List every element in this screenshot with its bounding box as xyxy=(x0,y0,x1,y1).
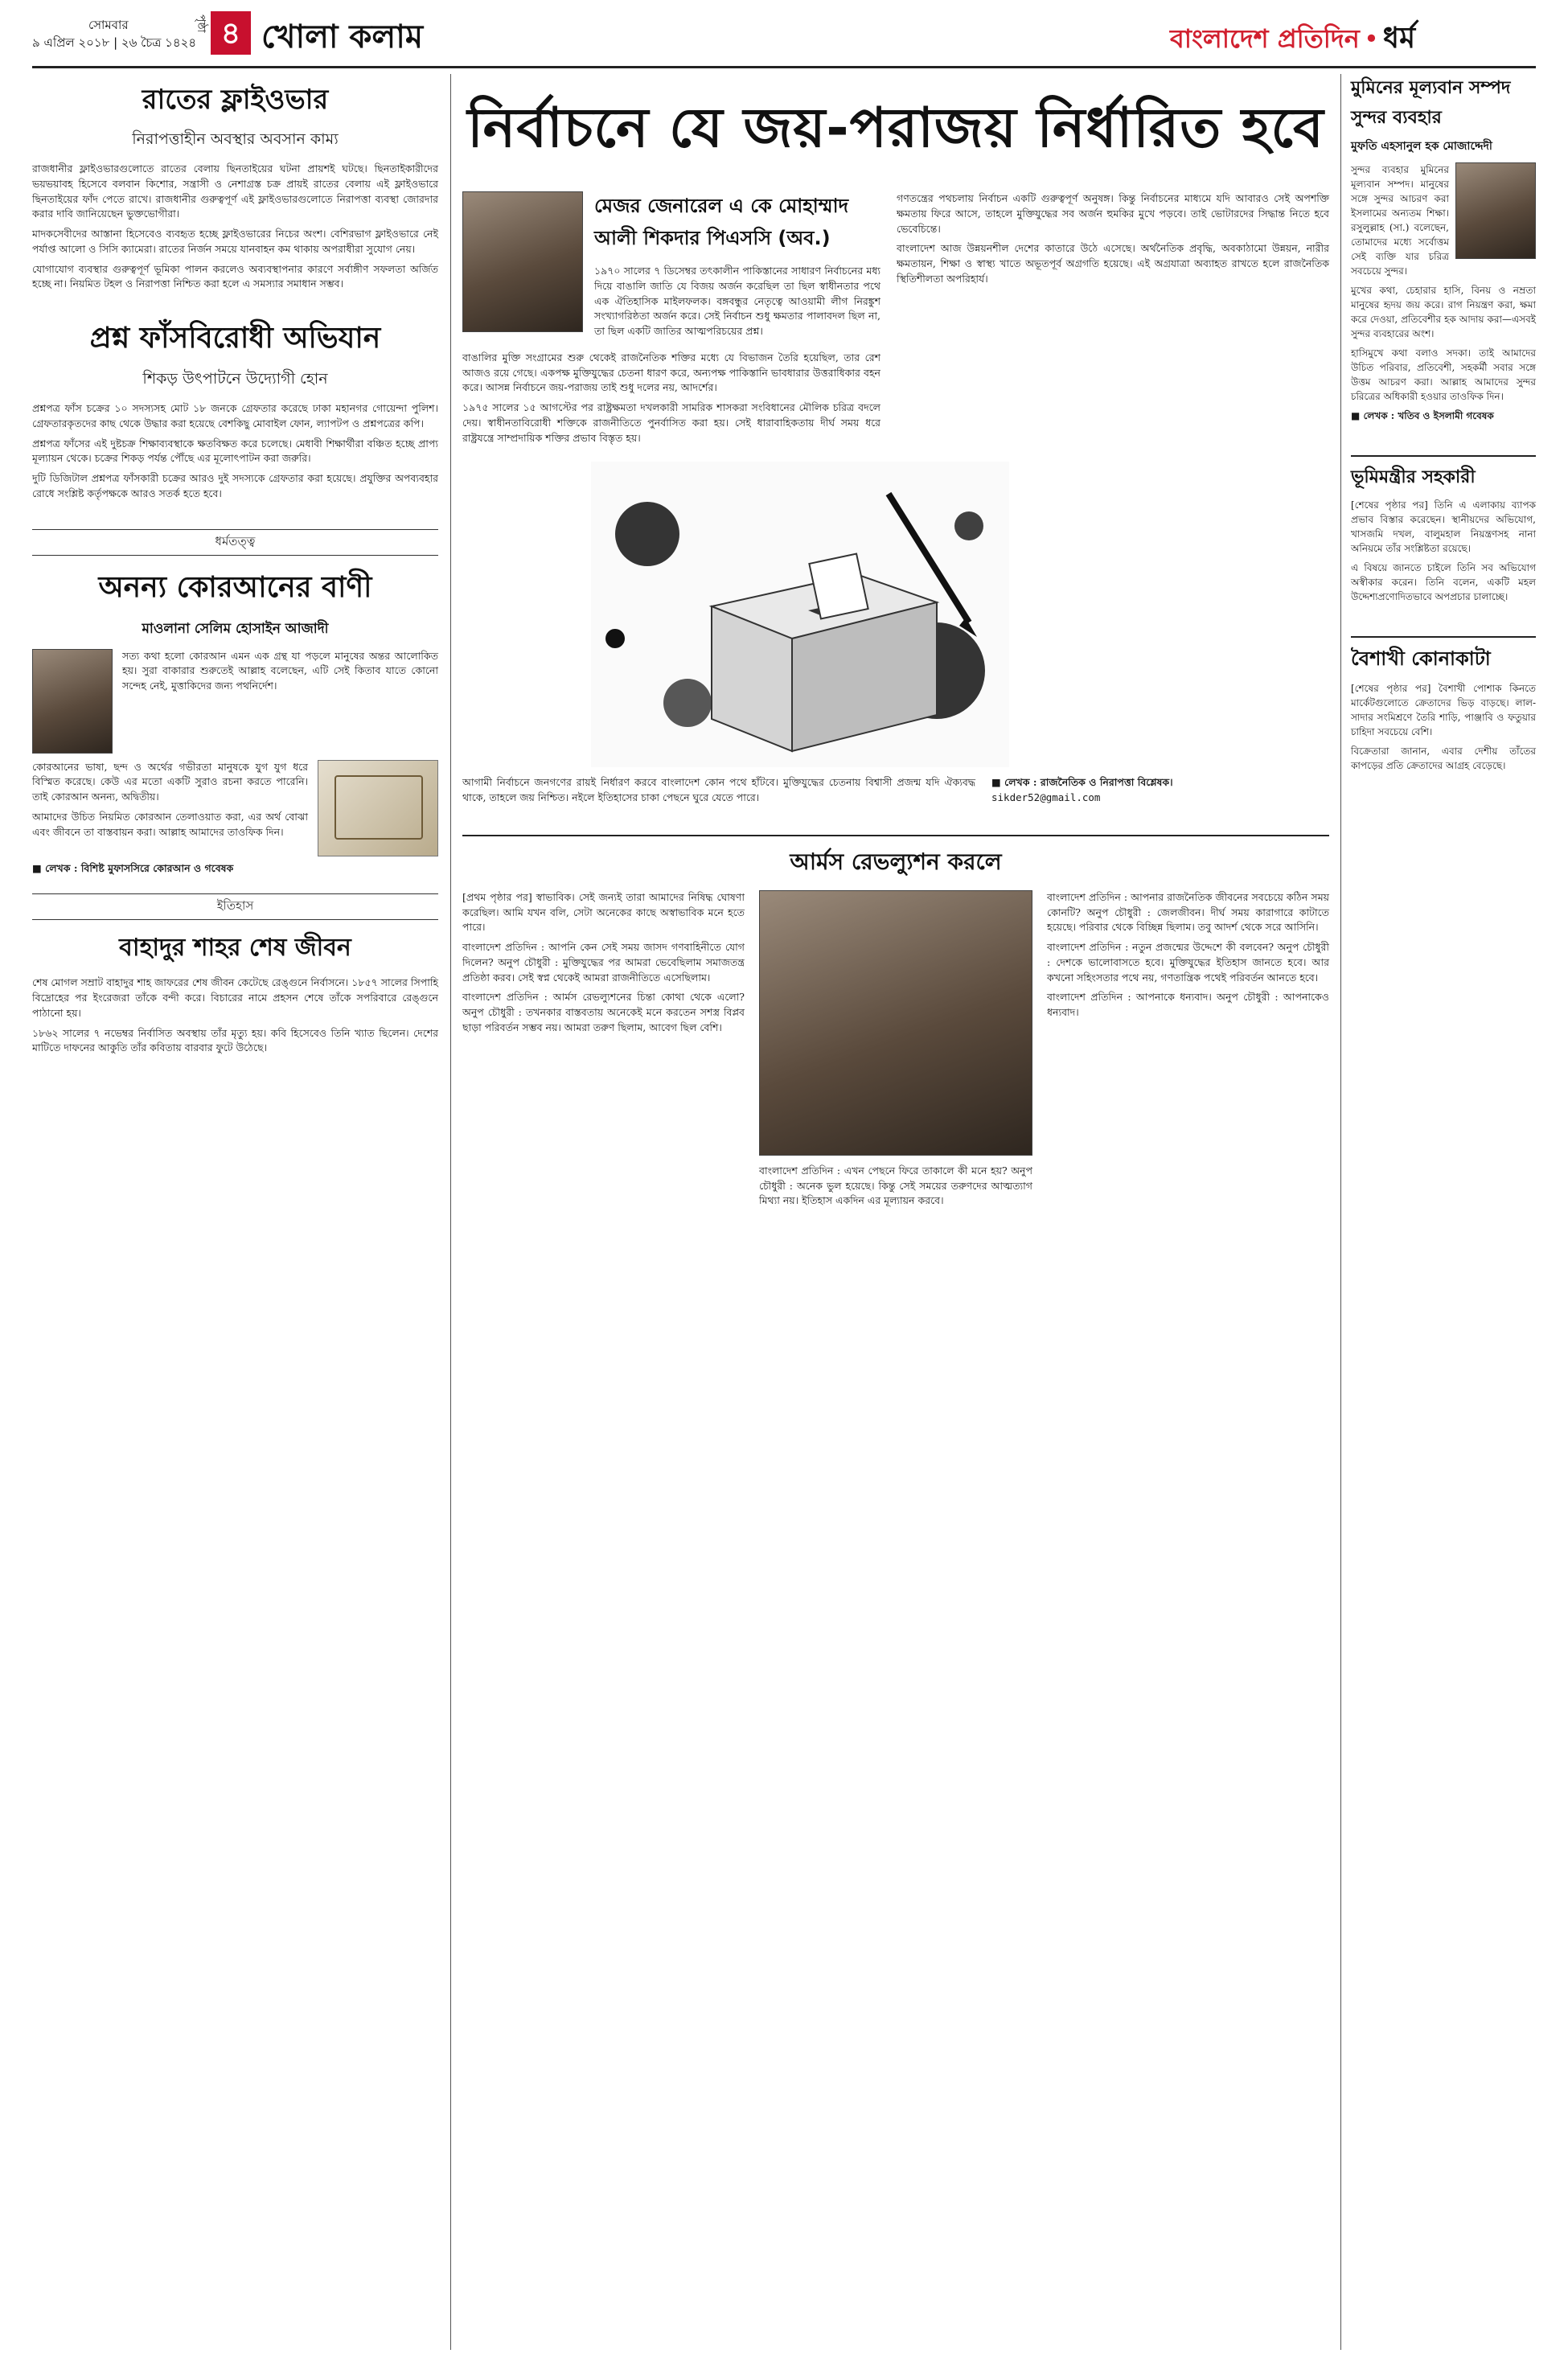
weekday: সোমবার xyxy=(88,18,129,32)
interview-para: বাংলাদেশ প্রতিদিন : এখন পেছনে ফিরে তাকালে কী মনে হয়? অনুপ চৌধুরী : অনেক ভুল হয়েছে। কিন্তু সেই সময়ের তরুণদের আত্মত্যাগ মিথ্যা নয়। ইতিহাস একদিন এর মূল্যায়ন করবে। xyxy=(759,1164,1032,1207)
article-flyover xyxy=(32,79,438,292)
quran-headline: অনন্য কোরআনের বাণী xyxy=(98,570,372,604)
quran-book-image xyxy=(318,760,438,856)
article-good-behaviour xyxy=(1351,74,1536,423)
quran-author-note: ■ লেখক : বিশিষ্ট মুফাসসিরে কোরআন ও গবেষক xyxy=(32,861,234,874)
article-land-minister xyxy=(1351,455,1536,604)
history-para: ১৮৬২ সালের ৭ নভেম্বর নির্বাসিত অবস্থায় তাঁর মৃত্যু হয়। কবি হিসেবেও তিনি খ্যাত ছিলেন। দেশের মাটিতে দাফনের আকুতি তাঁর কবিতায় বারবার ফুটে উঠেছে। xyxy=(32,1026,438,1054)
main-headline: নির্বাচনে যে জয়-পরাজয় নির্ধারিত হবে xyxy=(467,97,1324,160)
main-body xyxy=(594,264,880,339)
interviewee-photo xyxy=(759,890,1032,1156)
author-photo xyxy=(462,191,583,332)
interview-para: বাংলাদেশ প্রতিদিন : আপনাকে ধন্যবাদ। অনুপ চৌধুরী : আপনাকেও ধন্যবাদ। xyxy=(1047,991,1329,1018)
interview-para: [প্রথম পৃষ্ঠার পর] স্বাভাবিক। সেই জন্যই তারা আমাদের নিষিদ্ধ ঘোষণা করেছিল। আমি যখন বলি, সেটা অনেকের কাছে অস্বাভাবিক মনে হতে পারে। xyxy=(462,890,745,934)
main-author-note: ■ লেখক : রাজনৈতিক ও নিরাপত্তা বিশ্লেষক। xyxy=(991,776,1173,789)
history-body xyxy=(32,975,438,1056)
quran-byline: মাওলানা সেলিম হোসাইন আজাদী xyxy=(142,620,329,637)
behaviour-headline-line2: সুন্দর ব্যবহার xyxy=(1351,108,1442,128)
article-question-leak xyxy=(32,316,438,502)
history-headline: বাহাদুর শাহর শেষ জীবন xyxy=(119,934,351,963)
history-section-tag: ইতিহাস xyxy=(32,893,438,920)
land-minister-para: [শেষের পৃষ্ঠার পর] তিনি এ এলাকায় ব্যাপক প্রভাব বিস্তার করেছেন। স্থানীয়দের অভিযোগ, খাসজমি দখল, বালুমহাল নিয়ন্ত্রণসহ নানা অনিয়মে তাঁর সংশ্লিষ্টতা রয়েছে। xyxy=(1351,499,1536,554)
main-para: আগামী নির্বাচনে জনগণের রায়ই নির্ধারণ করবে বাংলাদেশ কোন পথে হাঁটবে। মুক্তিযুদ্ধের চেতনায় বিশ্বাসী প্রজন্ম যদি ঐক্যবদ্ধ থাকে, তাহলে জয় নিশ্চিত। নইলে ইতিহাসের চাকা পেছনে ঘুরে যেতে পারে। xyxy=(462,776,975,803)
baishakhi-para: [শেষের পৃষ্ঠার পর] বৈশাখী পোশাক কিনতে মার্কেটগুলোতে ক্রেতাদের ভিড় বাড়ছে। লাল-সাদার সংমিশ্রণে তৈরি শাড়ি, পাঞ্জাবি ও ফতুয়ার চাহিদা সবচেয়ে বেশি। xyxy=(1351,683,1536,737)
behaviour-headline-line1: মুমিনের মূল্যবান সম্পদ xyxy=(1351,78,1511,98)
behaviour-byline: মুফতি এহসানুল হক মোজাদ্দেদী xyxy=(1351,140,1492,153)
history-para: শেষ মোগল সম্রাট বাহাদুর শাহ জাফরের শেষ জীবন কেটেছে রেঙ্গুনে নির্বাসনে। ১৮৫৭ সালের সিপাহি বিদ্রোহের পর ইংরেজরা তাঁকে বন্দী করে। বিচারের নামে প্রহসন শেষে তাঁকে সপরিবারে রেঙ্গুনে পাঠানো হয়। xyxy=(32,976,438,1019)
flyover-para: রাজধানীর ফ্লাইওভারগুলোতে রাতের বেলায় ছিনতাইয়ের ঘটনা প্রায়শই ঘটছে। ছিনতাইকারীদের ভয়ভয়াবহ হিসেবে বলবান কিশোর, সন্ত্রাসী ও নেশাগ্রস্ত চক্র প্রায়ই রাতের বেলায় এই ফ্লাইওভারে ছিনতাইয়ের ফাঁদ পেতে রাখে। রাজধানীর গুরুত্বপূর্ণ এই ফ্লাইওভারগুলোতে নিরাপত্তা ব্যবস্থা জোরদার করার দাবি জানিয়েছেন ভুক্তভোগীরা। xyxy=(32,162,438,220)
flyover-subheadline: নিরাপত্তাহীন অবস্থার অবসান কাম্য xyxy=(132,130,339,148)
behaviour-para: সুন্দর ব্যবহার মুমিনের মূল্যবান সম্পদ। মানুষের সঙ্গে সুন্দর আচরণ করা ইসলামের অন্যতম শিক্ষা। রসুলুল্লাহ (সা.) বলেছেন, তোমাদের মধ্যে সর্বোত্তম সেই ব্যক্তি যার চরিত্র সবচেয়ে সুন্দর। xyxy=(1351,164,1449,277)
interview-col3 xyxy=(1047,890,1329,1214)
page-label: পৃষ্ঠা xyxy=(195,14,207,33)
quran-body-cont xyxy=(32,760,308,856)
center-column xyxy=(462,74,1329,1214)
main-body-cont xyxy=(462,351,880,446)
baishakhi-body xyxy=(1351,681,1536,773)
section-title: খোলা কলাম xyxy=(261,18,424,55)
land-minister-headline: ভূমিমন্ত্রীর সহকারী xyxy=(1351,467,1476,487)
behaviour-author-note: ■ লেখক : খতিব ও ইসলামী গবেষক xyxy=(1351,410,1494,421)
col-divider-left xyxy=(450,74,451,2350)
article-quran xyxy=(32,565,438,877)
main-para: ১৯৭০ সালের ৭ ডিসেম্বর তৎকালীন পাকিস্তানের সাধারণ নির্বাচনের মধ্য দিয়ে বাঙালি জাতি যে বিজয় অর্জন করেছিল তা ছিল স্বাধীনতার পথে এক ঐতিহাসিক মাইলফলক। বঙ্গবন্ধুর নেতৃত্বে আওয়ামী লীগ নিরঙ্কুশ সংখ্যাগরিষ্ঠতা অর্জন করে। সেই নির্বাচন শুধু ক্ষমতার পালাবদল ছিল না, তা ছিল একটি জাতির আত্মপরিচয়ের প্রশ্ন। xyxy=(594,265,880,337)
baishakhi-para: বিক্রেতারা জানান, এবার দেশীয় তাঁতের কাপড়ের প্রতি ক্রেতাদের আগ্রহ বেড়েছে। xyxy=(1351,745,1536,771)
interview-headline: আর্মস রেভল্যুশন করলে xyxy=(790,848,1002,875)
brand-bullet: • xyxy=(1363,23,1379,54)
interview-section xyxy=(462,835,1329,1214)
interview-col1 xyxy=(462,890,745,1214)
main-author-email: sikder52@gmail.com xyxy=(991,791,1101,803)
ballot-box-illustration xyxy=(591,462,1009,767)
masthead-rule xyxy=(32,66,1536,68)
author-photo xyxy=(1455,162,1536,259)
question-leak-headline: প্রশ্ন ফাঁসবিরোধী অভিযান xyxy=(89,322,381,355)
land-minister-para: এ বিষয়ে জানতে চাইলে তিনি সব অভিযোগ অস্বীকার করেন। তিনি বলেন, একটি মহল উদ্দেশ্যপ্রণোদিতভাবে অপপ্রচার চালাচ্ছে। xyxy=(1351,562,1536,602)
masthead xyxy=(0,0,1568,64)
main-para: বাঙালির মুক্তি সংগ্রামের শুরু থেকেই রাজনৈতিক শক্তির মধ্যে যে বিভাজন তৈরি হয়েছিল, তার রেশ আজও রয়ে গেছে। একপক্ষ মুক্তিযুদ্ধের চেতনা ধারণ করে, অন্যপক্ষ পাকিস্তানি ভাবধারার উত্তরাধিকার বহন করে। আসন্ন নির্বাচনে জয়-পরাজয় তাই শুধু দলের নয়, আদর্শের। xyxy=(462,351,880,394)
issue-date: ৯ এপ্রিল ২০১৮ | ২৬ চৈত্র ১৪২৪ xyxy=(32,35,197,50)
interview-para: বাংলাদেশ প্রতিদিন : আপনার রাজনৈতিক জীবনের সবচেয়ে কঠিন সময় কোনটি? অনুপ চৌধুরী : জেলজীবন। দীর্ঘ সময় কারাগারে কাটাতে হয়েছে। পরিবার থেকে বিচ্ছিন্ন ছিলাম। তবু আদর্শ থেকে সরে আসিনি। xyxy=(1047,890,1329,934)
quran-para: আমাদের উচিত নিয়মিত কোরআন তেলাওয়াত করা, এর অর্থ বোঝা এবং জীবনে তা বাস্তবায়ন করা। আল্লাহ আমাদের তাওফিক দিন। xyxy=(32,810,308,838)
page-number-box xyxy=(211,11,251,55)
article-baishakhi xyxy=(1351,636,1536,773)
author-photo xyxy=(32,649,113,754)
quran-body xyxy=(122,649,438,754)
behaviour-para: মুখের কথা, চেহারার হাসি, বিনয় ও নম্রতা মানুষের হৃদয় জয় করে। রাগ নিয়ন্ত্রণ করা, ক্ষমা করে দেওয়া, প্রতিবেশীর হক আদায় করা—এসবই সুন্দর ব্যবহারের অংশ। xyxy=(1351,285,1536,339)
quran-para: কোরআনের ভাষা, ছন্দ ও অর্থের গভীরতা মানুষকে যুগ যুগ ধরে বিস্মিত করেছে। কেউ এর মতো একটি সুরাও রচনা করতে পারেনি। তাই কোরআন অনন্য, অদ্বিতীয়। xyxy=(32,760,308,803)
left-column xyxy=(32,74,438,1061)
question-leak-subheadline: শিকড় উৎপাটনে উদ্যোগী হোন xyxy=(142,370,328,388)
main-para: বাংলাদেশ আজ উন্নয়নশীল দেশের কাতারে উঠে এসেছে। অর্থনৈতিক প্রবৃদ্ধি, অবকাঠামো উন্নয়ন, নারীর ক্ষমতায়ন, শিক্ষা ও স্বাস্থ্য খাতে অভূতপূর্ব অগ্রগতি হয়েছে। এই অগ্রযাত্রা অব্যাহত রাখতে হলে রাজনৈতিক স্থিতিশীলতা অপরিহার্য। xyxy=(897,242,1329,285)
right-column xyxy=(1351,74,1536,778)
question-leak-para: প্রশ্নপত্র ফাঁসের এই দুষ্টচক্র শিক্ষাব্যবস্থাকে ক্ষতবিক্ষত করে চলেছে। মেধাবী শিক্ষার্থীরা বঞ্চিত হচ্ছে প্রাপ্য মূল্যায়ন থেকে। চক্রের শিকড় পর্যন্ত পৌঁছে এর মূলোৎপাটন করা জরুরি। xyxy=(32,437,438,465)
main-para: ১৯৭৫ সালের ১৫ আগস্টের পর রাষ্ট্রক্ষমতা দখলকারী সামরিক শাসকরা সংবিধানের মৌলিক চরিত্র বদলে দেয়। স্বাধীনতাবিরোধী শক্তিকে রাজনীতিতে পুনর্বাসিত করা হয়। সেই ধারাবাহিকতায় দীর্ঘ সময় ধরে রাষ্ট্রযন্ত্রে সাম্প্রদায়িক শক্তির প্রভাব বিস্তৃত হয়। xyxy=(462,401,880,444)
flyover-para: যোগাযোগ ব্যবস্থার গুরুত্বপূর্ণ ভূমিকা পালন করলেও অব্যবস্থাপনার কারণে সর্বাঙ্গীণ সফলতা অর্জিত হচ্ছে না। নিয়মিত টহল ও নিরাপত্তা নিশ্চিত করা হলে এ সমস্যার সমাধান সম্ভব। xyxy=(32,262,438,290)
question-leak-para: প্রশ্নপত্র ফাঁস চক্রের ১০ সদস্যসহ মোট ১৮ জনকে গ্রেফতার করেছে ঢাকা মহানগর গোয়েন্দা পুলিশ। গ্রেফতারকৃতদের কাছ থেকে উদ্ধার করা হয়েছে বেশকিছু মোবাইল ফোন, ল্যাপটপ ও প্রশ্নপত্রের কপি। xyxy=(32,402,438,429)
main-byline-line2: আলী শিকদার পিএসসি (অব.) xyxy=(594,227,831,249)
page-number: ৪ xyxy=(220,15,241,51)
col-divider-right xyxy=(1340,74,1341,2350)
main-byline-line1: মেজর জেনারেল এ কে মোহাম্মাদ xyxy=(594,195,849,217)
paper-name: বাংলাদেশ প্রতিদিন xyxy=(1170,23,1360,54)
baishakhi-headline: বৈশাখী কোনাকাটা xyxy=(1351,647,1491,670)
article-history xyxy=(32,928,438,1056)
side-section: ধর্ম xyxy=(1382,22,1416,55)
flyover-body xyxy=(32,162,438,292)
behaviour-para: হাসিমুখে কথা বলাও সদকা। তাই আমাদের উচিত পরিবার, প্রতিবেশী, সহকর্মী সবার সঙ্গে উত্তম আচরণ করা। আল্লাহ আমাদের সুন্দর চরিত্রের অধিকারী হওয়ার তাওফিক দিন। xyxy=(1351,347,1536,402)
quran-para: সত্য কথা হলো কোরআন এমন এক গ্রন্থ যা পড়লে মানুষের অন্তর আলোকিত হয়। সুরা বাকারার শুরুতেই আল্লাহ বলেছেন, এটি সেই কিতাব যাতে কোনো সন্দেহ নেই, মুত্তাকিদের জন্য পথনির্দেশ। xyxy=(122,649,438,692)
flyover-headline: রাতের ফ্লাইওভার xyxy=(142,84,329,116)
interview-col2 xyxy=(759,1164,1032,1209)
interview-para: বাংলাদেশ প্রতিদিন : আপনি কেন সেই সময় জাসদ গণবাহিনীতে যোগ দিলেন? অনুপ চৌধুরী : মুক্তিযুদ্ধের পর আমরা ভেবেছিলাম সমাজতন্ত্র প্রতিষ্ঠা করব। সেই স্বপ্ন থেকেই আমরা রাজনীতিতে এসেছিলাম। xyxy=(462,941,745,984)
paper-brand xyxy=(1170,16,1415,64)
main-body-bottom xyxy=(462,775,975,811)
interview-para: বাংলাদেশ প্রতিদিন : নতুন প্রজন্মের উদ্দেশে কী বলবেন? অনুপ চৌধুরী : দেশকে ভালোবাসতে হবে। মুক্তিযুদ্ধের ইতিহাস জানতে হবে। আর কখনো সহিংসতার পথে নয়, গণতান্ত্রিক পথেই পরিবর্তন আনতে হবে। xyxy=(1047,941,1329,984)
main-para: গণতন্ত্রের পথচলায় নির্বাচন একটি গুরুত্বপূর্ণ অনুষঙ্গ। কিন্তু নির্বাচনের মাধ্যমে যদি আবারও সেই অপশক্তি ক্ষমতায় ফিরে আসে, তাহলে মুক্তিযুদ্ধের সব অর্জন হুমকির মুখে পড়বে। তাই ভোটারদের সিদ্ধান্ত নিতে হবে ভেবেচিন্তে। xyxy=(897,192,1329,235)
religion-section-tag: ধর্মতত্ত্ব xyxy=(32,529,438,556)
main-body-col2 xyxy=(897,191,1329,450)
flyover-para: মাদকসেবীদের আস্তানা হিসেবেও ব্যবহৃত হচ্ছে ফ্লাইওভারের নিচের অংশ। বেশিরভাগ ফ্লাইওভারে নেই পর্যাপ্ত আলো ও সিসি ক্যামেরা। রাতের নির্জন সময়ে যানবাহন কম থাকায় অপরাধীরা সুযোগ নেয়। xyxy=(32,228,438,255)
question-leak-para: দুটি ডিজিটাল প্রশ্নপত্র ফাঁসকারী চক্রের আরও দুই সদস্যকে গ্রেফতার করা হয়েছে। প্রযুক্তির অপব্যবহার রোধে সংশ্লিষ্ট কর্তৃপক্ষকে আরও সতর্ক হতে হবে। xyxy=(32,472,438,499)
question-leak-body xyxy=(32,401,438,502)
ballot-box-graphic xyxy=(591,462,1009,767)
interview-para: বাংলাদেশ প্রতিদিন : আর্মস রেভল্যুশনের চিন্তা কোথা থেকে এলো? অনুপ চৌধুরী : তখনকার বাস্তবতায় অনেকেই মনে করতেন সশস্ত্র বিপ্লব ছাড়া পরিবর্তন সম্ভব নয়। আমরা তরুণ ছিলাম, আবেগ ছিল বেশি। xyxy=(462,991,745,1033)
land-minister-body xyxy=(1351,498,1536,604)
